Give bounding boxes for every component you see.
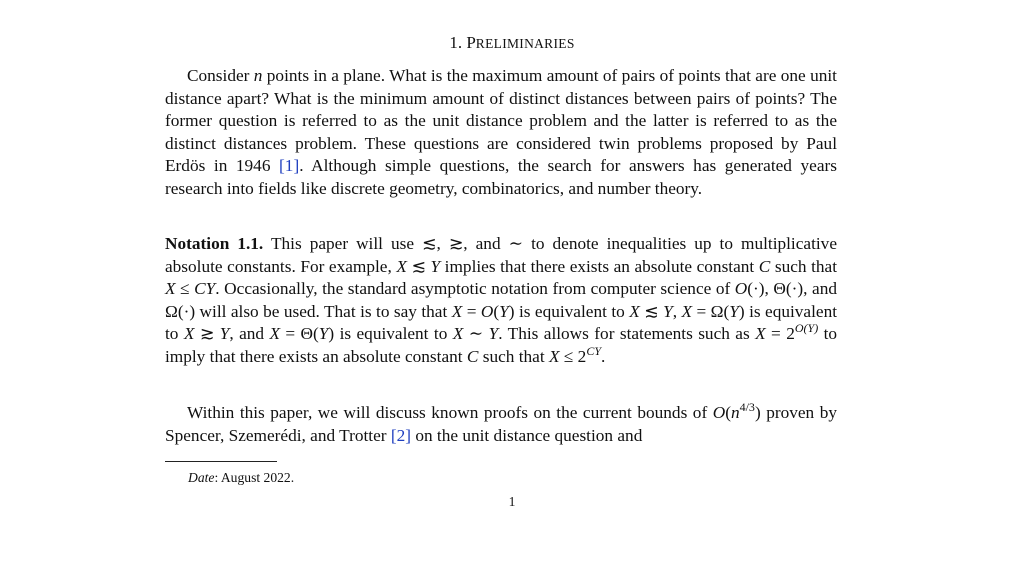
text: = Ω(	[692, 301, 730, 321]
text: , and	[229, 324, 270, 344]
math-var: X	[183, 324, 195, 344]
text: Within this paper, we will discuss known proofs on the current bounds of	[187, 403, 713, 422]
text: ) is equivalent to	[328, 324, 453, 344]
math-var: Y	[318, 324, 329, 344]
text: =	[462, 301, 481, 321]
section-title-initial: P	[466, 33, 476, 52]
math-var: Y	[430, 256, 441, 276]
text: . Occasionally, the standard asymptotic notation from computer science of	[215, 279, 735, 299]
math-var: O	[712, 403, 726, 422]
math-var: X	[396, 256, 407, 276]
text: ≤	[175, 279, 195, 299]
math-var: Y	[729, 301, 739, 321]
text: ≲	[406, 256, 431, 276]
text: ,	[672, 301, 682, 321]
math-var: O	[480, 301, 494, 321]
math-var: X	[548, 346, 560, 366]
math-var: Y	[663, 301, 673, 321]
text: ) proven by Spencer, Szemerédi, and Trotter	[165, 403, 837, 445]
math-var: X	[755, 324, 766, 344]
notation-label: Notation 1.1.	[165, 234, 264, 253]
text: This paper will use ≲, ≳, and ∼ to denote inequalities up to multiplicative absolute constants. For example,	[165, 234, 837, 276]
text: ≳	[194, 324, 220, 344]
math-superscript: 4/3	[739, 400, 755, 415]
math-var: CY	[194, 279, 216, 299]
text: .	[601, 346, 606, 366]
footnote-rule	[165, 461, 277, 462]
math-var: X	[269, 324, 280, 344]
math-var: X	[629, 301, 640, 321]
math-var: Y	[499, 301, 509, 321]
text: to imply that there exists an absolute constant	[165, 324, 838, 366]
text: = Θ(	[280, 324, 319, 344]
math-var: n	[253, 66, 263, 85]
section-title-rest: RELIMINARIES	[475, 36, 575, 51]
text: (	[493, 301, 500, 321]
text: such that	[478, 346, 549, 366]
footnote	[188, 469, 294, 487]
bounds-paragraph	[165, 402, 837, 447]
text: ) is equivalent to	[165, 301, 838, 344]
section-number: 1.	[449, 33, 463, 52]
math-var: C	[758, 256, 771, 276]
text: (	[725, 403, 731, 422]
section-heading	[0, 32, 1024, 55]
text: such that	[770, 256, 838, 276]
math-var: O	[734, 279, 748, 299]
text: ) is equivalent to	[508, 301, 630, 321]
citation-link-2[interactable]: [2]	[390, 425, 411, 445]
citation-link-1[interactable]: [1]	[279, 156, 300, 176]
page-number: 1	[508, 494, 516, 509]
text: ∼	[463, 324, 489, 344]
text: points in a plane. What is the maximum amount of pairs of points that are one unit distance apart? What is the minimum amount of distinct distances between pairs of points? The former question is referred to as the unit distance problem and the latter is referred to as the distinct distances problem. These questions are considered twin problems proposed by Paul Erdös in 1946	[165, 66, 837, 176]
math-var: Y	[488, 324, 499, 344]
math-var: X	[681, 301, 693, 321]
text: . This allows for statements such as	[498, 324, 756, 344]
math-superscript: O(Y)	[794, 321, 819, 336]
text: on the unit distance question and	[411, 425, 643, 445]
text: ≲	[639, 301, 664, 321]
math-var: n	[730, 403, 740, 422]
footnote-label: Date	[188, 470, 215, 485]
math-var: C	[466, 346, 479, 366]
text: implies that there exists an absolute constant	[440, 256, 759, 276]
math-superscript: CY	[586, 344, 601, 359]
math-var: X	[452, 324, 464, 344]
text: ≤ 2	[559, 346, 587, 366]
text: (·), Θ(·), and Ω(·) will also be used. That is to say that	[165, 279, 837, 321]
text: = 2	[765, 324, 795, 344]
intro-paragraph	[165, 65, 837, 201]
notation-paragraph	[165, 233, 837, 369]
math-var: X	[451, 301, 463, 321]
footnote-text: : August 2022.	[214, 470, 295, 485]
math-var: Y	[219, 324, 230, 344]
text: . Although simple questions, the search for answers has generated years research into fields like discrete geometry, combinatorics, and number theory.	[165, 156, 837, 198]
text: Consider	[187, 66, 254, 85]
math-var: X	[165, 279, 176, 299]
